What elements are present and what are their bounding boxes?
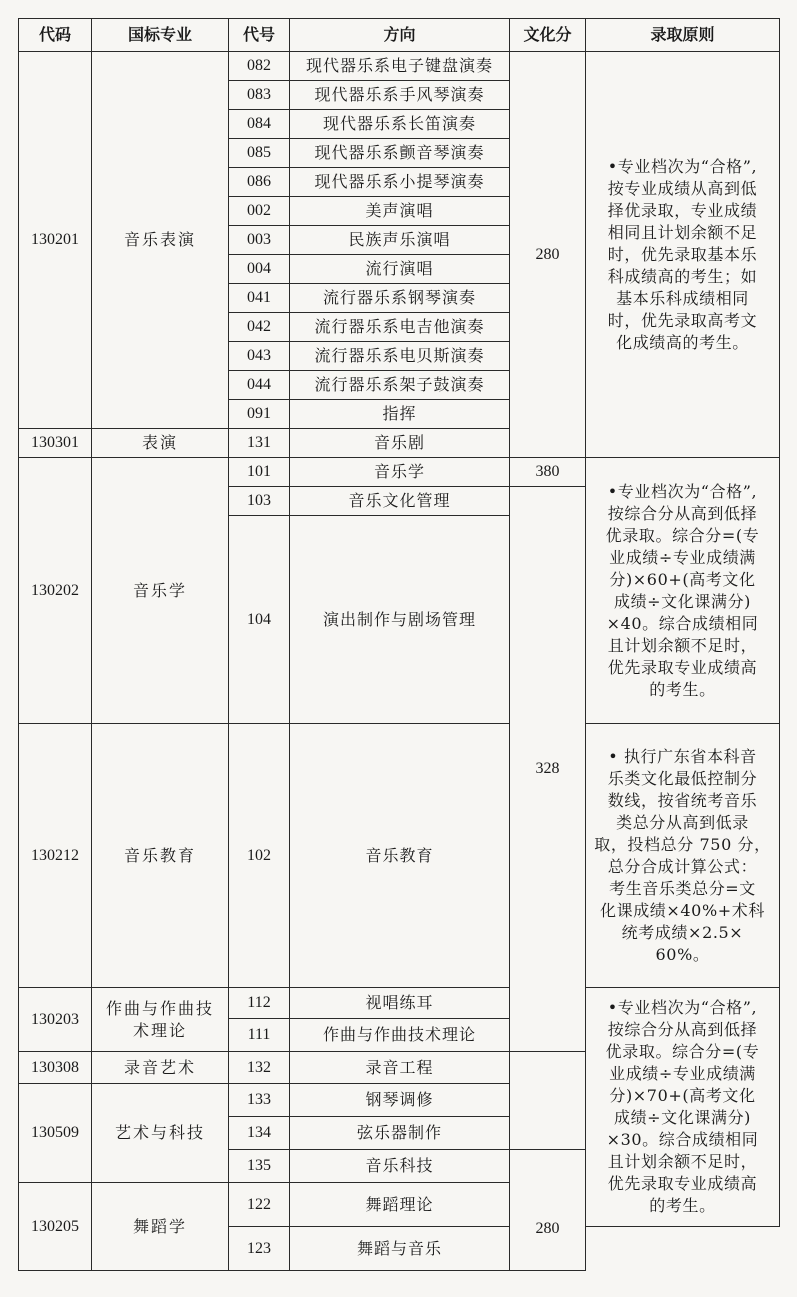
rule-line: 分)×60+(高考文化 (609, 569, 756, 589)
major-code: 130212 (19, 724, 92, 988)
direction-number: 004 (229, 255, 290, 284)
direction-name: 视唱练耳 (290, 988, 510, 1019)
rule-line: 业成绩÷专业成绩满 (609, 547, 756, 567)
direction-number: 003 (229, 226, 290, 255)
header-direction: 方向 (290, 19, 510, 52)
rule-line: 成绩÷文化课满分) (613, 1108, 752, 1127)
direction-name: 流行演唱 (290, 255, 510, 284)
direction-name: 美声演唱 (290, 197, 510, 226)
admission-rule (586, 724, 780, 988)
direction-name: 钢琴调修 (290, 1084, 510, 1117)
rule-line: 按综合分从高到低择 (607, 503, 758, 523)
rule-line: 且计划余额不足时， (607, 1152, 758, 1171)
rule-line: 时，优先录取高考文 (607, 310, 758, 330)
rule-line: •专业档次为“合格”, (607, 481, 758, 501)
major-name: 音乐学 (92, 458, 229, 724)
major-code: 130301 (19, 429, 92, 458)
major-name-line: 术理论 (132, 1020, 187, 1040)
rule-line: 数线，按省统考音乐 (607, 790, 758, 810)
direction-name: 指挥 (290, 400, 510, 429)
major-code: 130202 (19, 458, 92, 724)
direction-number: 102 (229, 724, 290, 988)
rule-line: 化成绩高的考生。 (616, 332, 749, 352)
direction-name: 弦乐器制作 (290, 1117, 510, 1150)
direction-number: 111 (229, 1019, 290, 1052)
rule-line: 优录取。综合分=(专 (605, 1042, 760, 1061)
major-name: 舞蹈学 (92, 1183, 229, 1271)
rule-line: 乐类文化最低控制分 (607, 768, 758, 788)
header-major: 国标专业 (92, 19, 229, 52)
rule-line: 统考成绩×2.5× (621, 922, 744, 942)
direction-name: 民族声乐演唱 (290, 226, 510, 255)
direction-number: 103 (229, 487, 290, 516)
major-name: 录音艺术 (92, 1052, 229, 1084)
major-name: 音乐教育 (92, 724, 229, 988)
rule-line: 的考生。 (649, 1196, 716, 1215)
header-row (19, 19, 780, 52)
direction-name: 音乐科技 (290, 1150, 510, 1183)
direction-number: 122 (229, 1183, 290, 1227)
direction-number: 135 (229, 1150, 290, 1183)
rule-line: 取，投档总分 750 分， (594, 834, 771, 854)
major-name-line: 作曲与作曲技 (105, 998, 214, 1018)
rule-line: 化课成绩×40%+术科 (600, 900, 765, 920)
direction-number: 132 (229, 1052, 290, 1084)
header-culture-score: 文化分 (510, 19, 586, 52)
rule-line: 考生音乐类总分=文 (609, 878, 756, 898)
direction-name: 现代器乐系小提琴演奏 (290, 168, 510, 197)
direction-number: 044 (229, 371, 290, 400)
culture-score: 280 (510, 1150, 586, 1271)
table-row (19, 52, 780, 81)
direction-name: 音乐教育 (290, 724, 510, 988)
rule-line: •专业档次为“合格”, (607, 156, 758, 176)
header-number: 代号 (229, 19, 290, 52)
rule-line: ×40。综合成绩相同 (606, 613, 759, 633)
rule-line: 总分合成计算公式： (607, 856, 758, 876)
admission-table-page (18, 18, 780, 1271)
direction-name: 现代器乐系长笛演奏 (290, 110, 510, 139)
major-code: 130509 (19, 1084, 92, 1183)
major-name (92, 988, 229, 1052)
rule-line: 相同且计划余额不足 (607, 222, 758, 242)
header-admission-rule: 录取原则 (586, 19, 780, 52)
rule-line: 基本乐科成绩相同 (616, 288, 749, 308)
rule-line: 按专业成绩从高到低 (607, 178, 758, 198)
rule-line: 业成绩÷专业成绩满 (609, 1064, 756, 1083)
direction-number: 084 (229, 110, 290, 139)
direction-name: 音乐文化管理 (290, 487, 510, 516)
major-code: 130203 (19, 988, 92, 1052)
admission-table (18, 18, 780, 1271)
rule-line: 类总分从高到低录 (616, 812, 749, 832)
direction-number: 101 (229, 458, 290, 487)
direction-number: 104 (229, 516, 290, 724)
direction-number: 133 (229, 1084, 290, 1117)
rule-line: 时，优先录取基本乐 (607, 244, 758, 264)
rule-line: •专业档次为“合格”, (607, 998, 758, 1017)
admission-rule (586, 52, 780, 458)
culture-score: 380 (510, 458, 586, 487)
rule-line: 科成绩高的考生；如 (607, 266, 758, 286)
direction-name: 流行器乐系钢琴演奏 (290, 284, 510, 313)
direction-name: 录音工程 (290, 1052, 510, 1084)
rule-line: 按综合分从高到低择 (607, 1020, 758, 1039)
direction-name: 流行器乐系电吉他演奏 (290, 313, 510, 342)
major-code: 130308 (19, 1052, 92, 1084)
rule-line: 优录取。综合分=(专 (605, 525, 760, 545)
direction-name: 现代器乐系颤音琴演奏 (290, 139, 510, 168)
direction-name: 舞蹈与音乐 (290, 1227, 510, 1271)
major-code: 130201 (19, 52, 92, 429)
direction-name: 现代器乐系手风琴演奏 (290, 81, 510, 110)
rule-line: 的考生。 (649, 679, 716, 699)
rule-line: 60%。 (655, 944, 710, 964)
direction-number: 123 (229, 1227, 290, 1271)
culture-score: 280 (510, 52, 586, 458)
rule-line: 成绩÷文化课满分) (613, 591, 752, 611)
admission-rule (586, 988, 780, 1227)
direction-number: 112 (229, 988, 290, 1019)
direction-name: 流行器乐系架子鼓演奏 (290, 371, 510, 400)
direction-name: 舞蹈理论 (290, 1183, 510, 1227)
rule-line: 优先录取专业成绩高 (607, 1174, 758, 1193)
culture-score: 328 (510, 487, 586, 1052)
direction-number: 042 (229, 313, 290, 342)
direction-name: 作曲与作曲技术理论 (290, 1019, 510, 1052)
direction-number: 134 (229, 1117, 290, 1150)
rule-line: 择优录取，专业成绩 (607, 200, 758, 220)
direction-number: 131 (229, 429, 290, 458)
table-row (19, 458, 780, 487)
major-name: 表演 (92, 429, 229, 458)
table-row (19, 724, 780, 988)
direction-number: 043 (229, 342, 290, 371)
direction-number: 085 (229, 139, 290, 168)
rule-line: 分)×70+(高考文化 (609, 1086, 756, 1105)
direction-number: 041 (229, 284, 290, 313)
admission-rule (586, 458, 780, 724)
direction-number: 002 (229, 197, 290, 226)
direction-name: 演出制作与剧场管理 (290, 516, 510, 724)
direction-name: 现代器乐系电子键盘演奏 (290, 52, 510, 81)
rule-line: 优先录取专业成绩高 (607, 657, 758, 677)
direction-name: 流行器乐系电贝斯演奏 (290, 342, 510, 371)
direction-name: 音乐学 (290, 458, 510, 487)
major-code: 130205 (19, 1183, 92, 1271)
major-name: 艺术与科技 (92, 1084, 229, 1183)
direction-number: 086 (229, 168, 290, 197)
direction-name: 音乐剧 (290, 429, 510, 458)
rule-line: • 执行广东省本科音 (608, 746, 757, 766)
rule-line: ×30。综合成绩相同 (606, 1130, 759, 1149)
major-name: 音乐表演 (92, 52, 229, 429)
direction-number: 091 (229, 400, 290, 429)
table-row (19, 988, 780, 1019)
rule-line: 且计划余额不足时， (607, 635, 758, 655)
direction-number: 083 (229, 81, 290, 110)
header-code: 代码 (19, 19, 92, 52)
direction-number: 082 (229, 52, 290, 81)
